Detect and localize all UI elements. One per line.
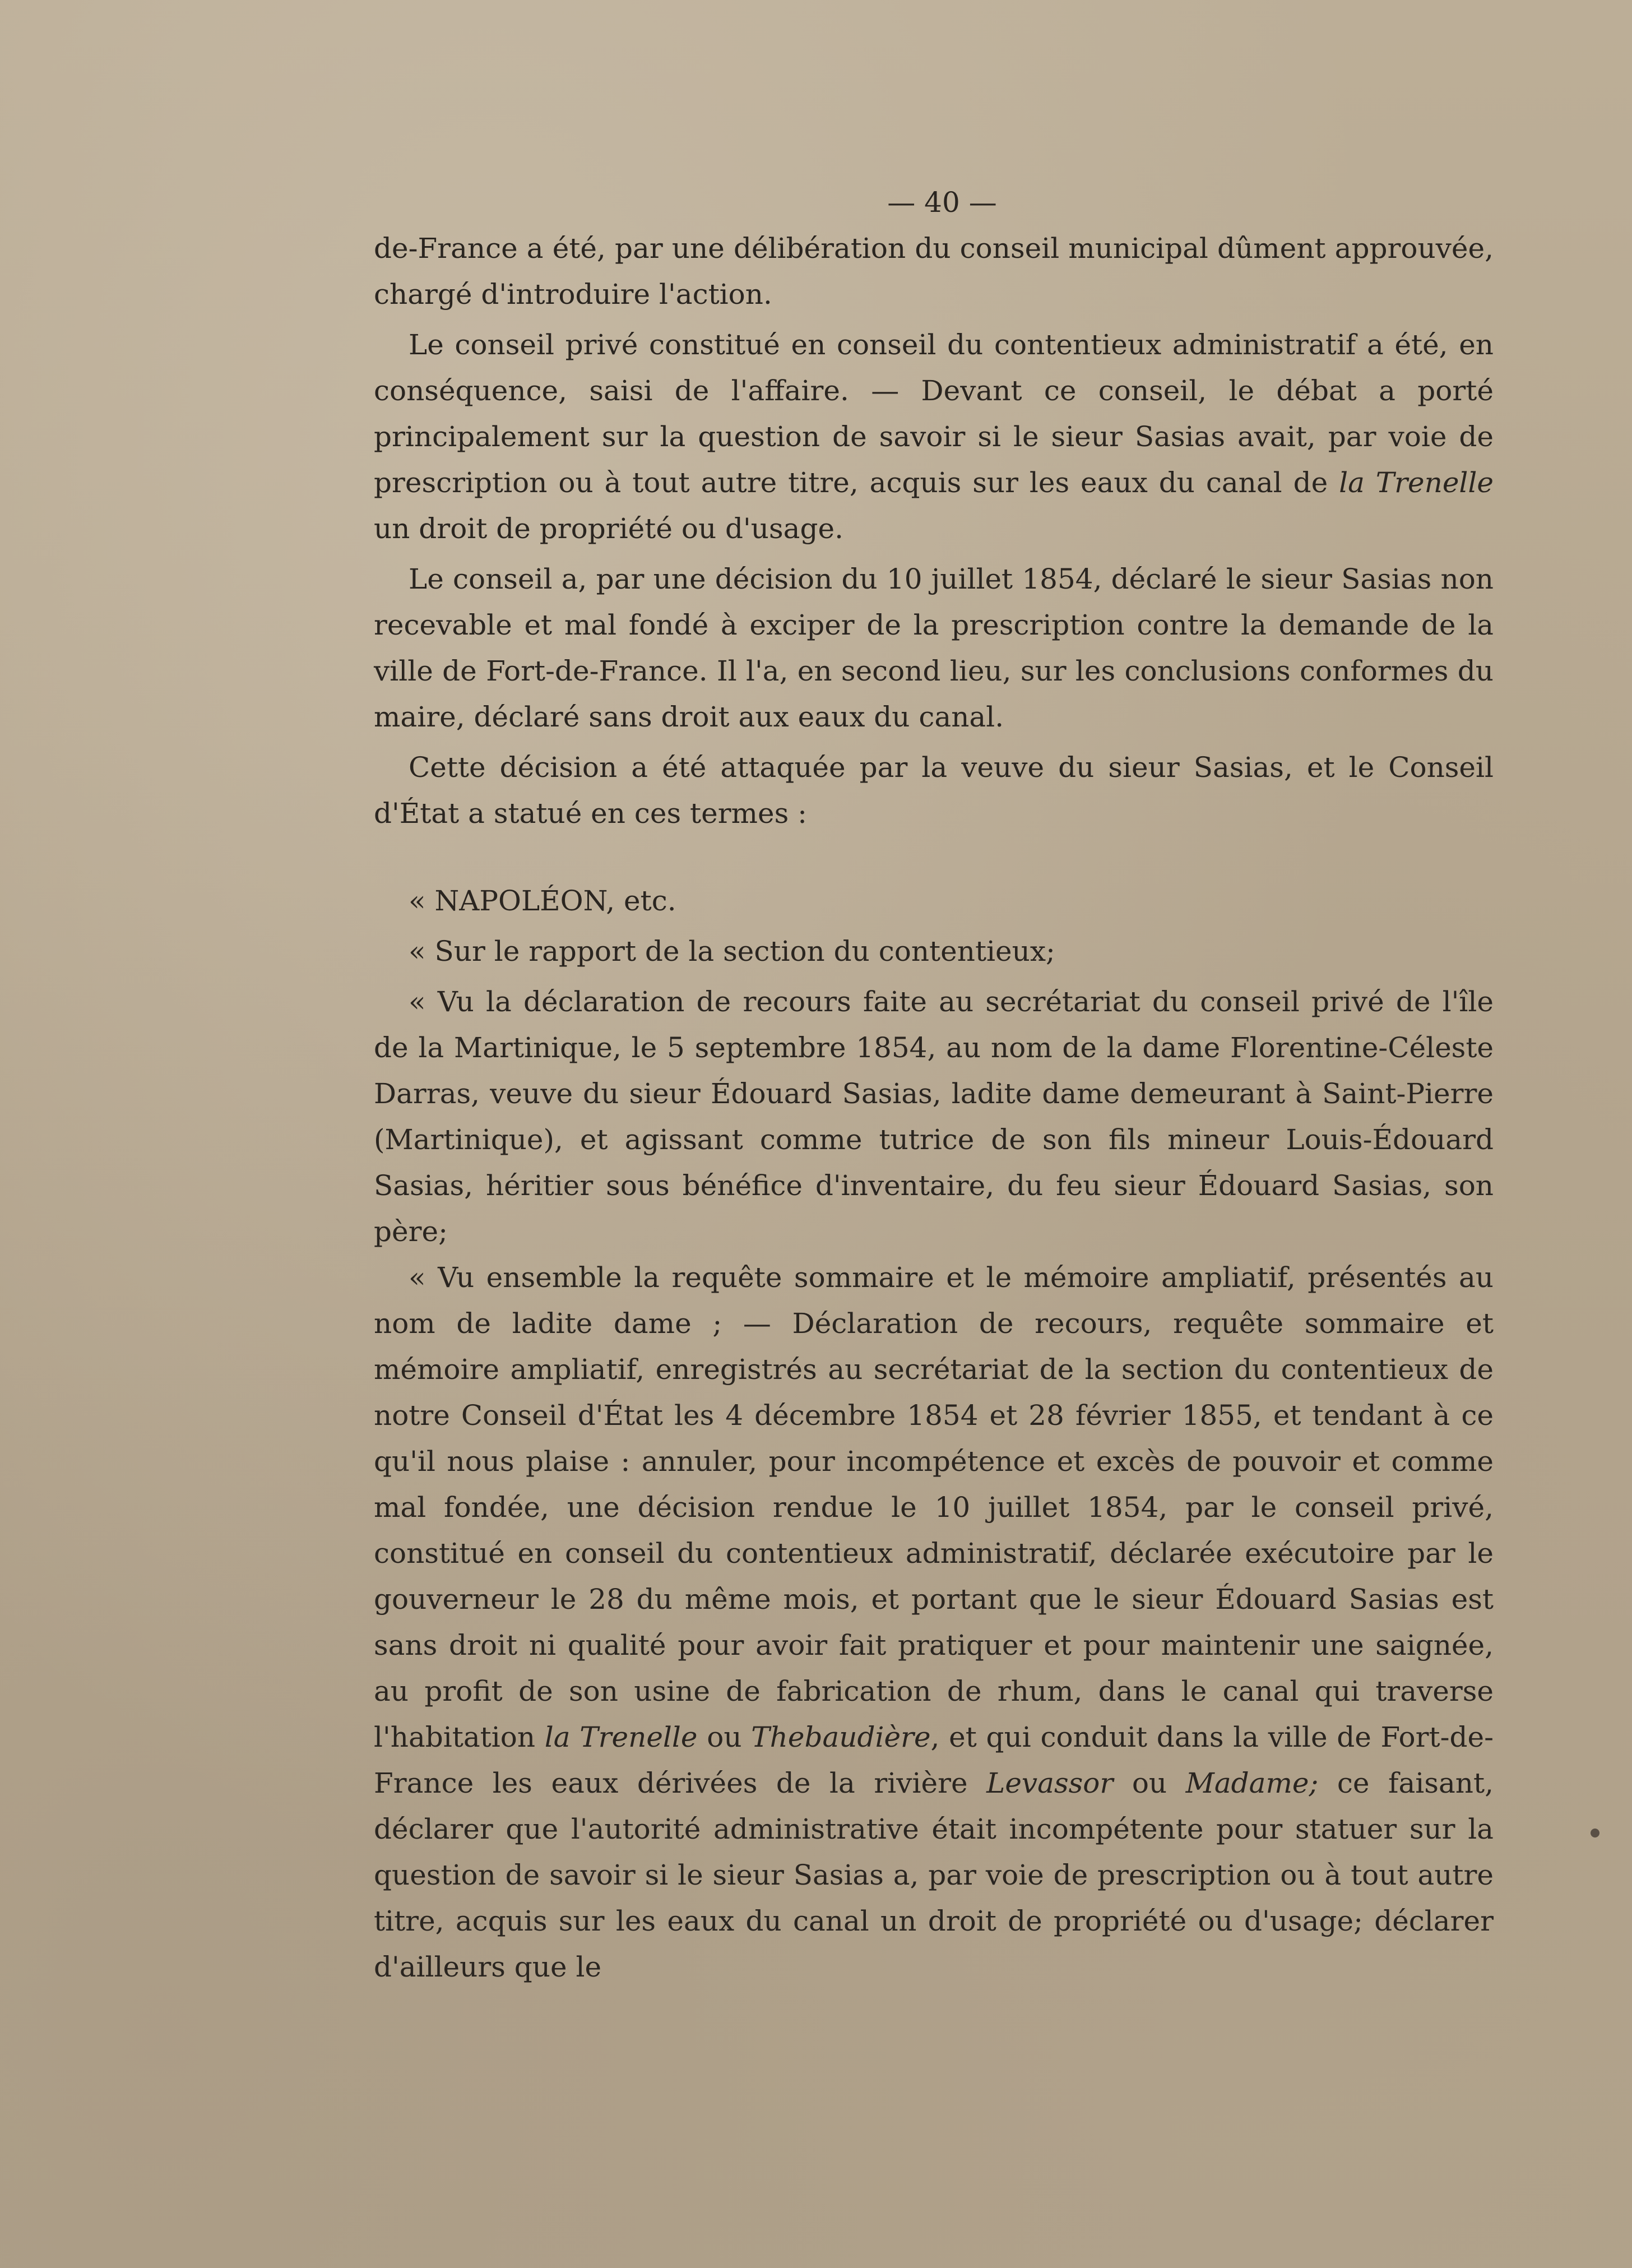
paragraph-8-emphasis-2: Thebaudière bbox=[751, 1721, 931, 1753]
paragraph-7: « Vu la déclaration de recours faite au secrétariat du conseil privé de l'île de la Martinique, le 5 septembre 1854, au nom de la dame Florentine-Céleste Darras, veuve du sieur Édouard Sasias, ladite dame demeurant à Saint-Pierre (Martinique), et agissant comme tutrice de son fils mineur Louis-Édouard Sasias, héritier sous bénéfice d'inventaire, du feu sieur Édouard Sasias, son père; bbox=[374, 985, 1494, 1248]
paragraph-8-text-e: ce faisant, déclarer que l'autorité administrative était incompétente pour statuer sur la question de savoir si le sieur Sasias a, par voie de prescription ou à tout autre titre, acquis sur les eaux du canal un droit de propriété ou d'usage; déclarer d'ailleurs que le bbox=[374, 1767, 1494, 1983]
paragraph-2 bbox=[374, 322, 1494, 552]
text-body bbox=[374, 179, 1494, 1990]
paragraph-8-text-d: ou bbox=[1132, 1767, 1167, 1799]
paragraph-8-emphasis-1: la Trenelle bbox=[544, 1721, 698, 1753]
ink-spot bbox=[1591, 1829, 1599, 1837]
paragraph-3: Le conseil a, par une décision du 10 juillet 1854, déclaré le sieur Sasias non recevable et mal fondé à exciper de la prescription contre la demande de la ville de Fort-de-France. Il l'a, en second lieu, sur les conclusions conformes du maire, déclaré sans droit aux eaux du canal. bbox=[374, 563, 1494, 733]
paragraph-8-text-b: ou bbox=[707, 1721, 742, 1753]
paragraph-2-end: un droit de propriété ou d'usage. bbox=[374, 512, 843, 545]
paragraph-8-text-c: , et qui conduit dans la ville de Fort-de-France les eaux dérivées de la rivière bbox=[374, 1721, 1494, 1799]
paragraph-8-emphasis-4: Madame; bbox=[1185, 1767, 1319, 1799]
paragraph-4: Cette décision a été attaquée par la veuve du sieur Sasias, et le Conseil d'État a statué en ces termes : bbox=[374, 751, 1494, 830]
paragraph-8-text-a: « Vu ensemble la requête sommaire et le mémoire ampliatif, présentés au nom de ladite dame ; — Déclaration de recours, requête sommaire et mémoire ampliatif, enregistrés au secrétariat de la section du contentieux de notre Conseil d'État les 4 décembre 1854 et 28 février 1855, et tendant à ce qu'il nous plaise : annuler, pour incompétence et excès de pouvoir et comme mal fondée, une décision rendue le 10 juillet 1854, par le conseil privé, constitué en conseil du contentieux administratif, déclarée exécutoire par le gouverneur le 28 du même mois, et portant que le sieur Édouard Sasias est sans droit ni qualité pour avoir fait pratiquer et pour maintenir une saignée, au profit de son usine de fabrication de rhum, dans le canal qui traverse l'habitation bbox=[374, 1261, 1494, 1753]
paragraph-2-emphasis: la Trenelle bbox=[1339, 466, 1494, 499]
paragraph-1: de-France a été, par une délibération du conseil municipal dûment approuvée, chargé d'introduire l'action. bbox=[374, 232, 1494, 311]
paragraph-8 bbox=[374, 1255, 1494, 1990]
paragraph-8-emphasis-3: Levassor bbox=[986, 1767, 1114, 1799]
paragraph-6: « Sur le rapport de la section du contentieux; bbox=[409, 935, 1055, 968]
paragraph-2-text: Le conseil privé constitué en conseil du contentieux administratif a été, en conséquence, saisi de l'affaire. — Devant ce conseil, le débat a porté principalement sur la question de savoir si le sieur Sasias avait, par voie de prescription ou à tout autre titre, acquis sur les eaux du canal de bbox=[374, 328, 1494, 499]
page-number: — 40 — bbox=[887, 186, 997, 219]
paragraph-5: « NAPOLÉON, etc. bbox=[409, 885, 676, 917]
